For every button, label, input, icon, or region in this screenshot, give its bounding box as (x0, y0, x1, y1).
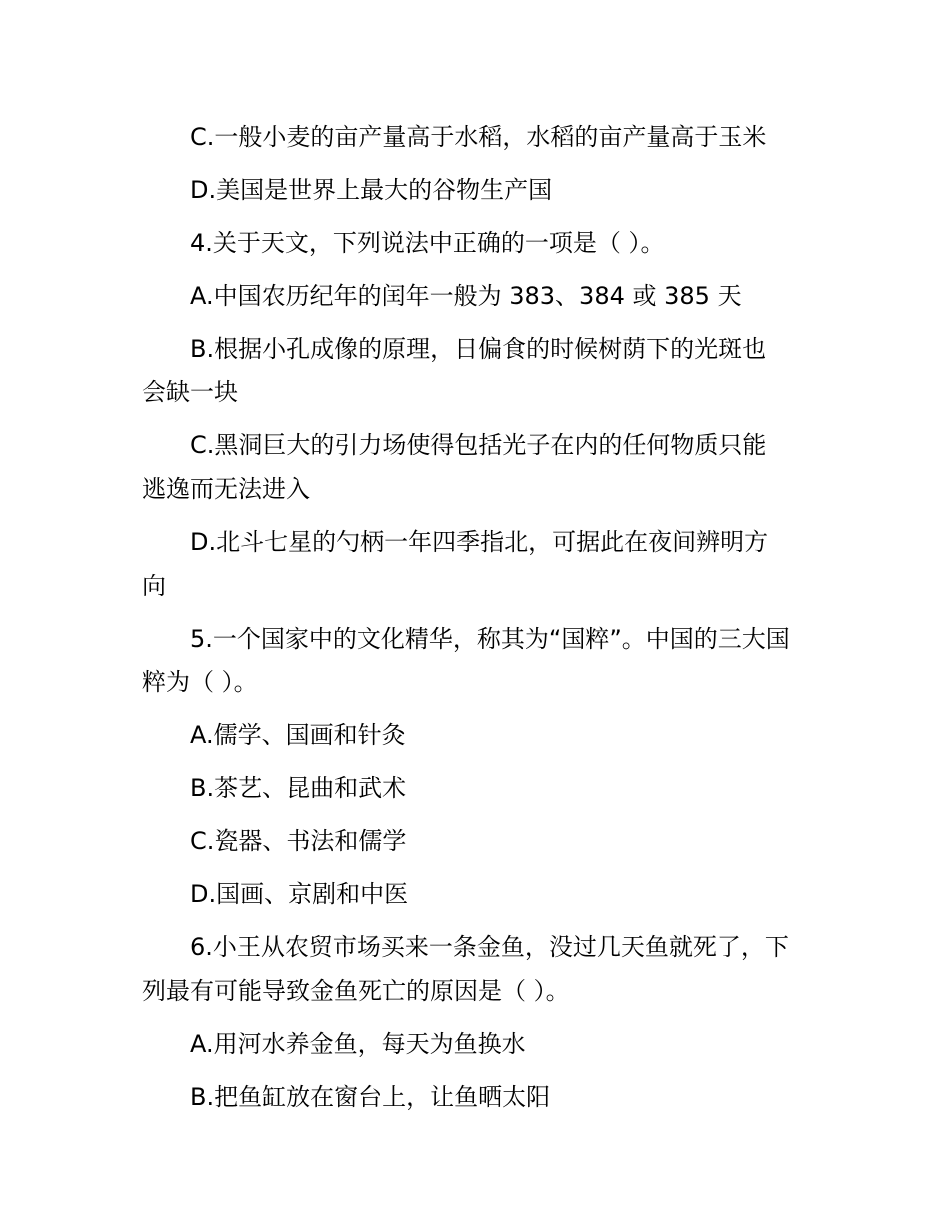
question-5-cont: 粹为（ ）。 (142, 668, 258, 696)
option-d-q4: D.北斗七星的勺柄一年四季指北，可据此在夜间辨明方 (190, 528, 769, 556)
option-c-q3: C.一般小麦的亩产量高于水稻，水稻的亩产量高于玉米 (190, 123, 767, 151)
option-d-q3: D.美国是世界上最大的谷物生产国 (190, 176, 553, 204)
option-a-q6: A.用河水养金鱼，每天为鱼换水 (190, 1030, 526, 1058)
option-a-q4: A.中国农历纪年的闰年一般为 383、384 或 385 天 (190, 282, 742, 310)
option-b-q4-cont: 会缺一块 (142, 378, 238, 406)
question-6-cont: 列最有可能导致金鱼死亡的原因是（ ）。 (142, 977, 570, 1005)
option-c-q5: C.瓷器、书法和儒学 (190, 827, 407, 855)
option-b-q6: B.把鱼缸放在窗台上，让鱼晒太阳 (190, 1083, 551, 1111)
question-6: 6.小王从农贸市场买来一条金鱼，没过几天鱼就死了，下 (190, 933, 789, 961)
option-c-q4-cont: 逃逸而无法进入 (142, 475, 310, 503)
question-5: 5.一个国家中的文化精华，称其为“国粹”。中国的三大国 (190, 625, 790, 653)
question-4: 4.关于天文，下列说法中正确的一项是（ ）。 (190, 229, 665, 257)
option-a-q5: A.儒学、国画和针灸 (190, 721, 406, 749)
option-d-q4-cont: 向 (142, 572, 166, 600)
option-d-q5: D.国画、京剧和中医 (190, 880, 409, 908)
option-b-q5: B.茶艺、昆曲和武术 (190, 774, 407, 802)
option-c-q4: C.黑洞巨大的引力场使得包括光子在内的任何物质只能 (190, 431, 767, 459)
option-b-q4: B.根据小孔成像的原理，日偏食的时候树荫下的光斑也 (190, 335, 767, 363)
